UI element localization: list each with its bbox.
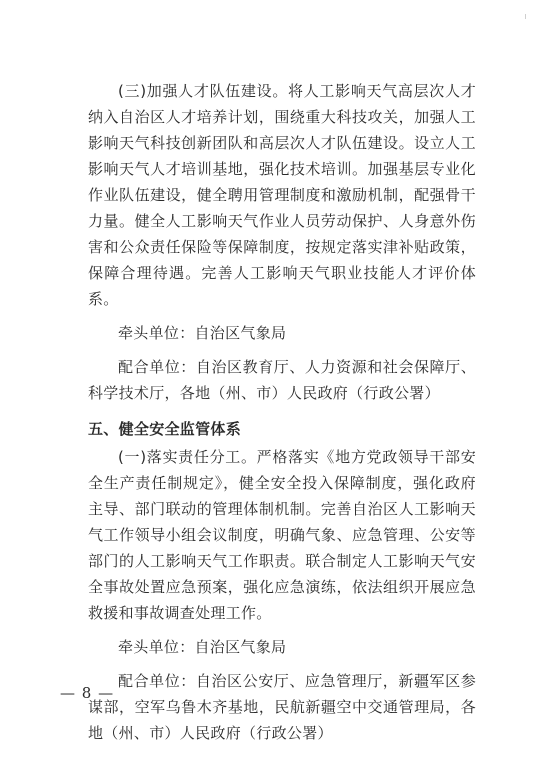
- section3-coop-unit: 配合单位：自治区教育厅、人力资源和社会保障厅、科学技术厅，各地（州、市）人民政府（行政公署）: [88, 358, 476, 402]
- section5-heading: 五、健全安全监管体系: [88, 420, 242, 438]
- section3-lead: (三)加强人才队伍建设。: [118, 82, 289, 100]
- section5-coop-unit: 配合单位：自治区公安厅、应急管理厅，新疆军区参谋部，空军乌鲁木齐基地，民航新疆空中交通管理局，各地（州、市）人民政府（行政公署）: [88, 672, 476, 742]
- section5-lead: (一)落实责任分工。: [118, 448, 257, 466]
- section5-lead-unit: 牵头单位：自治区气象局: [118, 638, 287, 656]
- page-number: — 8 —: [60, 684, 115, 702]
- section3-lead-unit: 牵头单位：自治区气象局: [118, 324, 287, 342]
- section5-paragraph: [88, 444, 476, 626]
- document-body: [88, 78, 476, 746]
- section3-body: 将人工影响天气高层次人才纳入自治区人才培养计划，围绕重大科技攻关，加强人工影响天气科技创新团队和高层次人才队伍建设。设立人工影响天气人才培训基地，强化技术培训。加强基层专业化作业队伍建设，健全聘用管理制度和激励机制，配强骨干力量。健全人工影响天气作业人员劳动保护、人身意外伤害和公众责任保险等保障制度，按规定落实津补贴政策，保障合理待遇。完善人工影响天气职业技能人才评价体系。: [88, 82, 476, 308]
- section3-paragraph: [88, 78, 476, 312]
- section5-body: 严格落实《地方党政领导干部安全生产责任制规定》，健全安全投入保障制度，强化政府主导、部门联动的管理体制机制。完善自治区人工影响天气工作领导小组会议制度，明确气象、应急管理、公安等部门的人工影响天气工作职责。联合制定人工影响天气安全事故处置应急预案，强化应急演练，依法组织开展应急救援和事故调查处理工作。: [88, 448, 476, 622]
- corner-mark: [525, 14, 526, 19]
